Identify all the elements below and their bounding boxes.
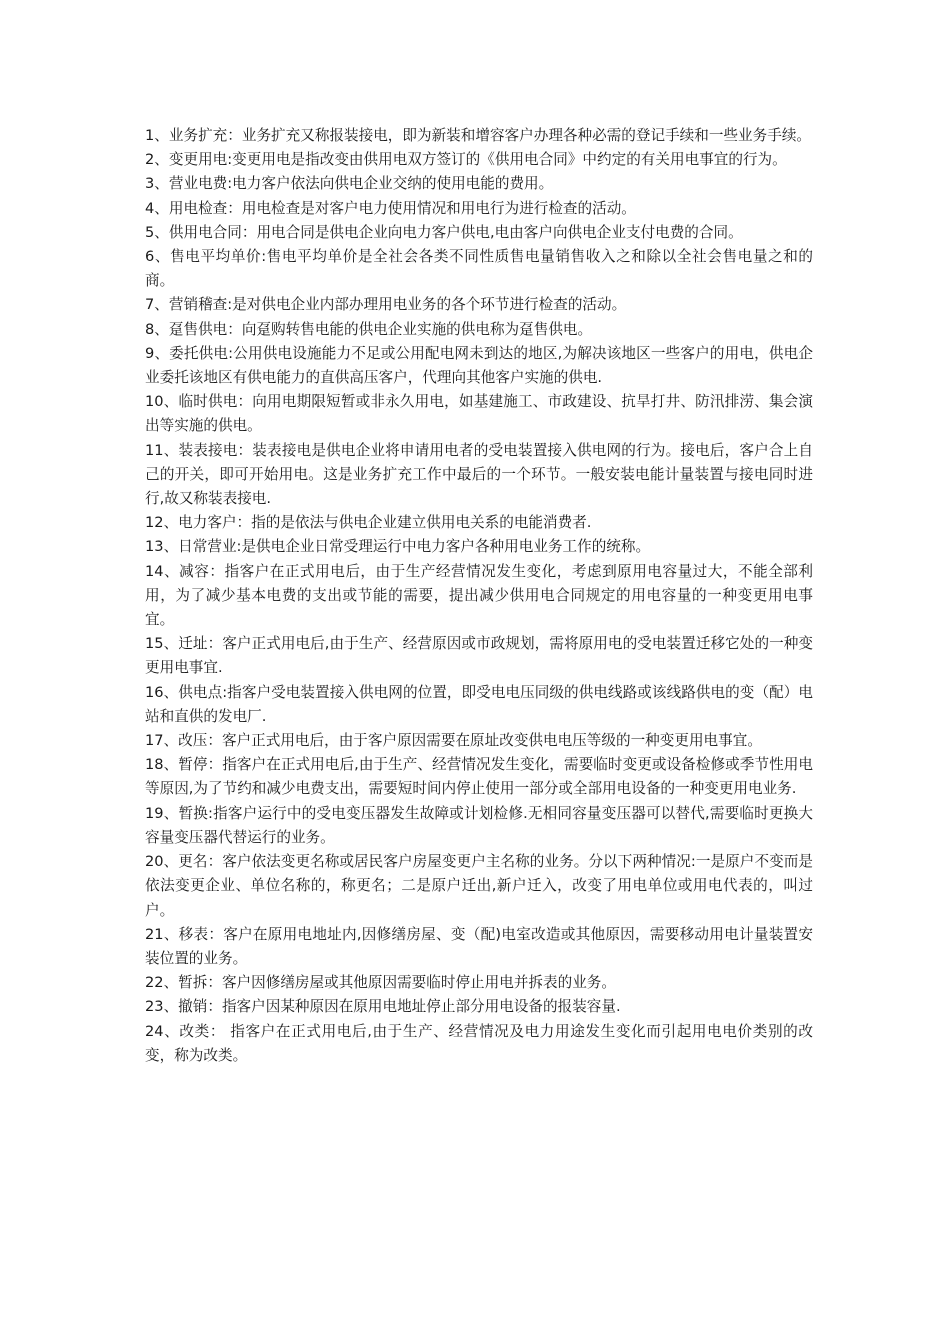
definition-entry-3: 3、营业电费:电力客户依法向供电企业交纳的使用电能的费用。 [145, 175, 554, 193]
definition-entry-24: 24、改类： 指客户在正式用电后,由于生产、经营情况及电力用途发生变化而引起用电电价类别的改变，称为改类。 [145, 1022, 813, 1064]
definition-entry-6: 6、售电平均单价:售电平均单价是全社会各类不同性质售电量销售收入之和除以全社会售电量之和的商。 [145, 248, 813, 290]
definition-entry-23: 23、撤销：指客户因某种原因在原用电地址停止部分用电设备的报装容量. [145, 998, 621, 1016]
definition-entry-22: 22、暂拆：客户因修缮房屋或其他原因需要临时停止用电并拆表的业务。 [145, 974, 616, 992]
definition-entry-19: 19、暂换:指客户运行中的受电变压器发生故障或计划检修.无相同容量变压器可以替代,需要临时更换大容量变压器代替运行的业务。 [145, 804, 813, 846]
definition-entry-18: 18、暂停：指客户在正式用电后,由于生产、经营情况发生变化，需要临时变更或设备检修或季节性用电等原因,为了节约和减少电费支出，需要短时间内停止使用一部分或全部用电设备的一种变更用电业务. [145, 756, 813, 798]
definition-entry-7: 7、营销稽查:是对供电企业内部办理用电业务的各个环节进行检查的活动。 [145, 296, 627, 314]
definition-entry-1: 1、业务扩充：业务扩充又称报装接电，即为新装和增容客户办理各种必需的登记手续和一些业务手续。 [145, 127, 812, 144]
definition-entry-8: 8、趸售供电：向趸购转售电能的供电企业实施的供电称为趸售供电。 [145, 320, 593, 338]
definition-entry-14: 14、减容：指客户在正式用电后，由于生产经营情况发生变化，考虑到原用电容量过大，不能全部利用，为了减少基本电费的支出或节能的需要，提出减少供用电合同规定的用电容量的一种变更用电事宜。 [145, 562, 813, 629]
definition-entry-15: 15、迁址：客户正式用电后,由于生产、经营原因或市政规划，需将原用电的受电装置迁移它处的一种变更用电事宜. [145, 635, 813, 677]
definition-entry-20: 20、更名：客户依法变更名称或居民客户房屋变更户主名称的业务。分以下两种情况:一是原户不变而是依法变更企业、单位名称的，称更名；二是原户迁出,新户迁入，改变了用电单位或用电代表的，叫过户。 [145, 853, 813, 919]
definition-entry-21: 21、移表：客户在原用电地址内,因修缮房屋、变（配)电室改造或其他原因，需要移动用电计量装置安装位置的业务。 [145, 925, 813, 967]
definition-entry-2: 2、变更用电:变更用电是指改变由供用电双方签订的《供用电合同》中约定的有关用电事宜的行为。 [145, 151, 787, 169]
definition-entry-12: 12、电力客户：指的是依法与供电企业建立供用电关系的电能消费者. [145, 514, 592, 532]
definition-entry-17: 17、改压：客户正式用电后，由于客户原因需要在原址改变供电电压等级的一种变更用电事宜。 [145, 732, 762, 750]
document-body [145, 124, 813, 1068]
definition-entry-10: 10、临时供电：向用电期限短暂或非永久用电，如基建施工、市政建设、抗旱打井、防汛排涝、集会演出等实施的供电。 [145, 393, 813, 435]
definition-entry-13: 13、日常营业:是供电企业日常受理运行中电力客户各种用电业务工作的统称。 [145, 538, 651, 556]
definition-entry-5: 5、供用电合同：用电合同是供电企业向电力客户供电,电由客户向供电企业支付电费的合同。 [145, 223, 743, 241]
definition-entry-16: 16、供电点:指客户受电装置接入供电网的位置，即受电电压同级的供电线路或该线路供电的变（配）电站和直供的发电厂. [145, 683, 813, 725]
definition-entry-9: 9、委托供电:公用供电设施能力不足或公用配电网未到达的地区,为解决该地区一些客户的用电，供电企业委托该地区有供电能力的直供高压客户，代理向其他客户实施的供电. [145, 344, 813, 387]
definition-entry-11: 11、装表接电：装表接电是供电企业将申请用电者的受电装置接入供电网的行为。接电后，客户合上自己的开关，即可开始用电。这是业务扩充工作中最后的一个环节。一般安装电能计量装置与接电同时进行,故又称装表接电. [145, 441, 813, 508]
definition-entry-4: 4、用电检查：用电检查是对客户电力使用情况和用电行为进行检查的活动。 [145, 199, 636, 217]
